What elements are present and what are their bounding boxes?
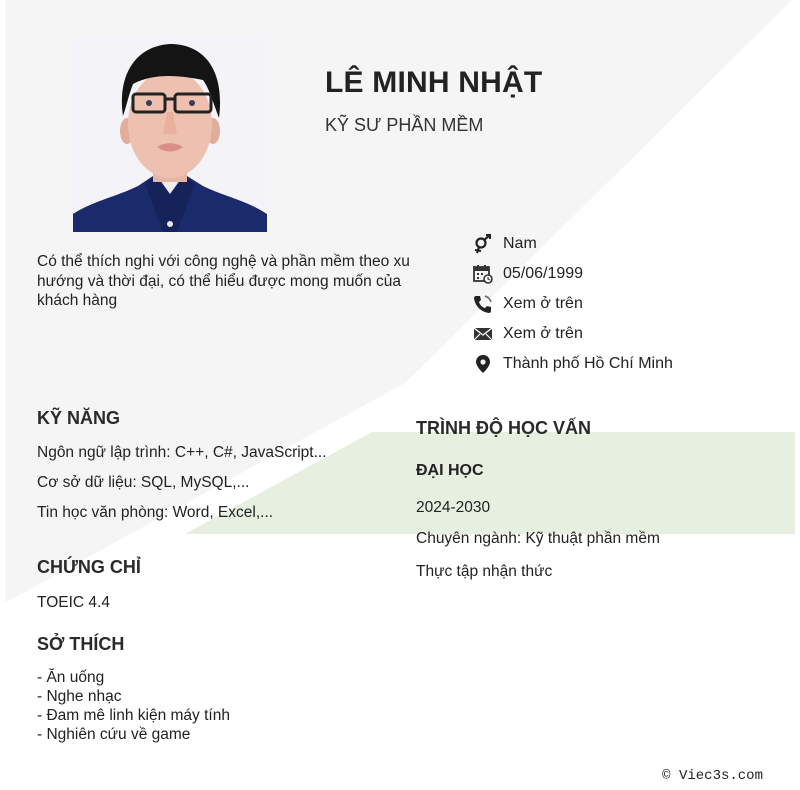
hobbies-heading: SỞ THÍCH [37, 634, 125, 654]
job-title: KỸ SƯ PHẦN MỀM [325, 115, 484, 135]
candidate-name: LÊ MINH NHẬT [325, 66, 543, 99]
education-level: ĐẠI HỌC [416, 462, 484, 479]
phone-value: Xem ở trên [503, 295, 583, 312]
certificates-heading: CHỨNG CHỈ [37, 557, 141, 577]
contact-gender [472, 229, 673, 259]
calendar-icon [472, 263, 494, 285]
skill-item: Tin học văn phòng: Word, Excel,... [37, 504, 274, 521]
gender-value: Nam [503, 235, 537, 252]
phone-icon [472, 293, 494, 315]
education-major: Chuyên ngành: Kỹ thuật phần mềm [416, 530, 660, 547]
skill-item: Cơ sở dữ liệu: SQL, MySQL,... [37, 474, 250, 491]
hobby-item: - Nghiên cứu về game [37, 726, 191, 743]
contact-email [472, 319, 673, 349]
copyright-footer: © Viec3s.com [662, 768, 763, 784]
gender-icon [472, 233, 494, 255]
skill-item: Ngôn ngữ lập trình: C++, C#, JavaScript... [37, 444, 327, 461]
contact-birthday [472, 259, 673, 289]
education-period: 2024-2030 [416, 499, 491, 516]
location-icon [472, 353, 494, 375]
certificate-item: TOEIC 4.4 [37, 594, 110, 611]
portrait-image [73, 36, 267, 232]
email-value: Xem ở trên [503, 325, 583, 342]
contact-phone [472, 289, 673, 319]
birthday-value: 05/06/1999 [503, 265, 584, 282]
education-note: Thực tập nhận thức [416, 563, 553, 580]
skills-heading: KỸ NĂNG [37, 408, 121, 428]
address-value: Thành phố Hồ Chí Minh [503, 355, 673, 372]
contact-address [472, 349, 673, 379]
contact-info [472, 229, 673, 379]
email-icon [472, 323, 494, 345]
hobby-item: - Đam mê linh kiện máy tính [37, 707, 230, 724]
hobby-item: - Ăn uống [37, 669, 105, 686]
career-summary: Có thể thích nghi với công nghệ và phần mềm theo xu hướng và thời đại, có thể hiểu được mong muốn của khách hàng [37, 253, 410, 309]
education-heading: TRÌNH ĐỘ HỌC VẤN [416, 418, 591, 438]
hobby-item: - Nghe nhạc [37, 688, 122, 705]
profile-photo [73, 36, 267, 232]
